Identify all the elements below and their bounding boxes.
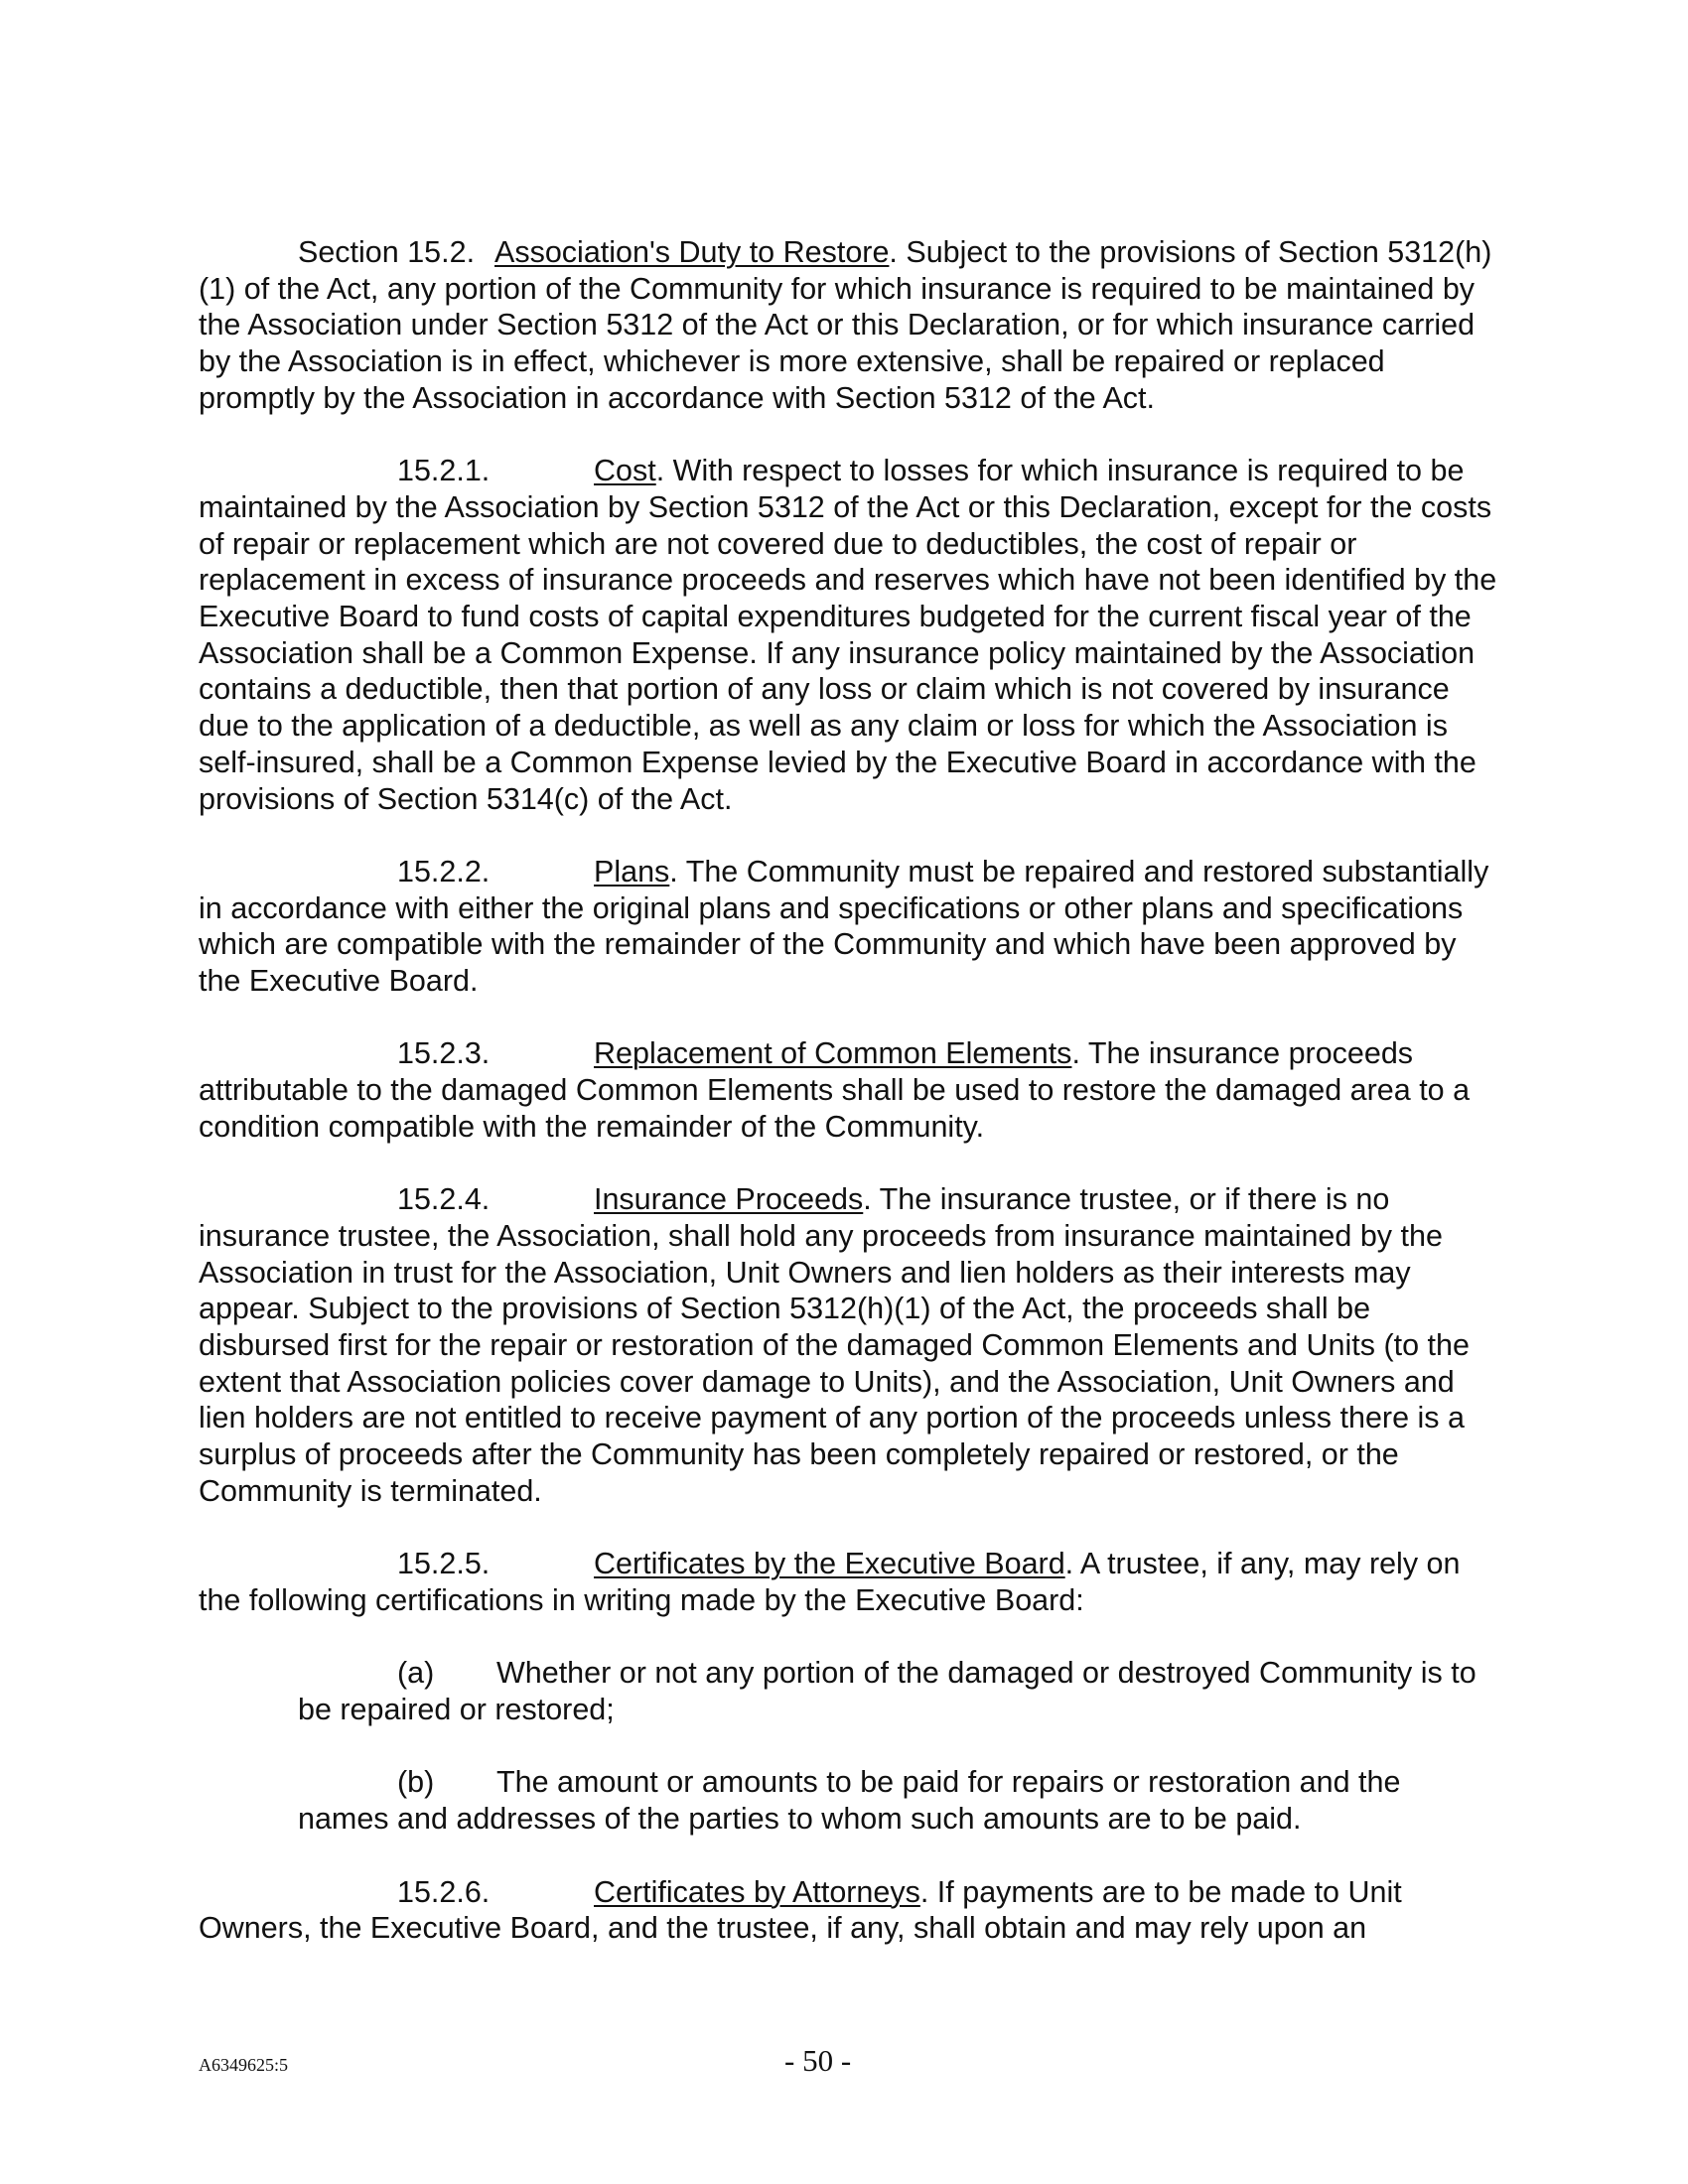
list-text: The amount or amounts to be paid for repairs or restoration and the names and addresses of the parties to whom such amounts are to be paid. [298, 1765, 1401, 1837]
subsection-number: 15.2.3. [397, 1036, 491, 1071]
subsection-heading: Certificates by Attorneys [594, 1874, 920, 1909]
document-body [199, 234, 1499, 1983]
subsection-15-2-4 [199, 1181, 1499, 1509]
subsection-heading: Certificates by the Executive Board [594, 1547, 1065, 1581]
subsection-heading: Replacement of Common Elements [594, 1036, 1072, 1071]
list-label: (a) [397, 1656, 435, 1691]
subsection-number: 15.2.1. [397, 454, 491, 488]
subsection-number: 15.2.2. [397, 854, 491, 888]
subsection-heading: Insurance Proceeds [594, 1182, 864, 1217]
subsection-text: . The Community must be repaired and restored substantially in accordance with either the original plans and specifications or other plans and specifications which are compatible with the remainder of the Community and which have been approved by the Executive Board. [199, 854, 1489, 999]
subsection-15-2-3 [199, 1035, 1499, 1145]
subsection-text: . The insurance proceeds attributable to the damaged Common Elements shall be used to restore the damaged area to a condition compatible with the remainder of the Community. [199, 1036, 1471, 1144]
subsection-heading: Cost [594, 454, 656, 488]
list-item-b [298, 1764, 1499, 1837]
subsection-text: . The insurance trustee, or if there is no insurance trustee, the Association, shall hold any proceeds from insurance maintained by the Association in trust for the Association, Unit Owners and lien holders as their interests may appear. Subject to the provisions of Section 5312(h)(1) of the Act, the proceeds shall be disbursed first for the repair or restoration of the damaged Common Elements and Units (to the extent that Association policies cover damage to Units), and the Association, Unit Owners and lien holders are not entitled to receive payment of any portion of the proceeds unless there is a surplus of proceeds after the Community has been completely repaired or restored, or the Community is terminated. [199, 1182, 1470, 1508]
subsection-15-2-1 [199, 453, 1499, 817]
subsection-15-2-5 [199, 1546, 1499, 1618]
subsection-number: 15.2.4. [397, 1182, 491, 1217]
subsection-heading: Plans [594, 854, 670, 888]
subsection-15-2-6 [199, 1874, 1499, 1947]
section-15-2 [199, 234, 1499, 417]
section-heading: Association's Duty to Restore [494, 235, 890, 269]
list-label: (b) [397, 1765, 435, 1800]
subsection-text: . With respect to losses for which insurance is required to be maintained by the Association by Section 5312 of the Act or this Declaration, except for the costs of repair or replacement which are not covered due to deductibles, the cost of repair or replacement in excess of insurance proceeds and reserves which have not been identified by the Executive Board to fund costs of capital expenditures budgeted for the current fiscal year of the Association shall be a Common Expense. If any insurance policy maintained by the Association contains a deductible, then that portion of any loss or claim which is not covered by insurance due to the application of a deductible, as well as any claim or loss for which the Association is self-insured, shall be a Common Expense levied by the Executive Board in accordance with the provisions of Section 5314(c) of the Act. [199, 454, 1497, 816]
subsection-number: 15.2.6. [397, 1874, 491, 1909]
page-number: - 50 - [784, 2043, 852, 2078]
list-text: Whether or not any portion of the damaged or destroyed Community is to be repaired or restored; [298, 1656, 1477, 1727]
list-item-a [298, 1655, 1499, 1727]
subsection-15-2-2 [199, 854, 1499, 1000]
subsection-text: . A trustee, if any, may rely on the following certifications in writing made by the Executive Board: [199, 1547, 1461, 1617]
section-text: . Subject to the provisions of Section 5312(h)(1) of the Act, any portion of the Community for which insurance is required to be maintained by the Association under Section 5312 of the Act or this Declaration, or for which insurance carried by the Association is in effect, whichever is more extensive, shall be repaired or replaced promptly by the Association in accordance with Section 5312 of the Act. [199, 235, 1492, 415]
subsection-number: 15.2.5. [397, 1547, 491, 1581]
document-id: A6349625:5 [199, 2055, 288, 2075]
subsection-text: . If payments are to be made to Unit Owners, the Executive Board, and the trustee, if any, shall obtain and may rely upon an [199, 1874, 1402, 1946]
section-number: Section 15.2. [298, 235, 476, 269]
